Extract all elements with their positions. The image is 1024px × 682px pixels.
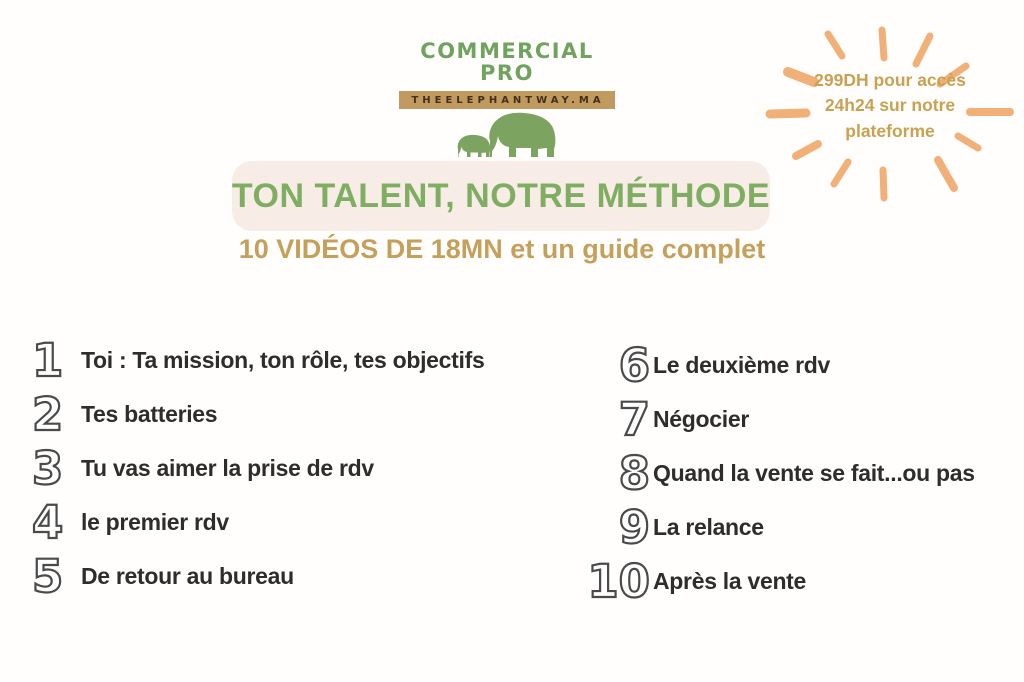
module-number: 6 bbox=[618, 338, 650, 392]
list-item bbox=[580, 446, 975, 500]
module-number: 9 bbox=[618, 500, 650, 554]
list-item bbox=[32, 387, 484, 441]
module-label: Le deuxième rdv bbox=[653, 351, 831, 378]
module-number: 1 bbox=[32, 333, 64, 387]
module-number: 10 bbox=[587, 554, 650, 608]
list-item bbox=[580, 392, 975, 446]
brand-name-line1: COMMERCIAL bbox=[420, 39, 594, 63]
page-title: TON TALENT, NOTRE MÉTHODE bbox=[231, 176, 771, 215]
price-burst bbox=[762, 18, 1018, 210]
module-number: 3 bbox=[32, 441, 64, 495]
list-item bbox=[580, 338, 975, 392]
module-number: 2 bbox=[32, 387, 64, 441]
page-subtitle: 10 VIDÉOS DE 18MN et un guide complet bbox=[238, 234, 766, 264]
module-number: 4 bbox=[32, 495, 64, 549]
module-label: Tes batteries bbox=[81, 400, 218, 427]
list-item bbox=[32, 495, 484, 549]
module-label: Tu vas aimer la prise de rdv bbox=[81, 454, 374, 481]
module-list-left bbox=[32, 333, 484, 603]
list-item bbox=[580, 554, 975, 608]
brand-logo bbox=[377, 40, 637, 174]
list-item bbox=[32, 333, 484, 387]
module-label: Après la vente bbox=[653, 567, 807, 594]
module-label: Toi : Ta mission, ton rôle, tes objectifs bbox=[81, 346, 485, 373]
module-list-right bbox=[580, 338, 975, 608]
platform-line: plateforme bbox=[845, 120, 935, 141]
module-label: le premier rdv bbox=[81, 508, 229, 535]
list-item bbox=[32, 441, 484, 495]
module-number: 7 bbox=[618, 392, 650, 446]
module-number: 5 bbox=[32, 549, 64, 603]
access-line: 24h24 sur notre bbox=[824, 95, 956, 116]
list-item bbox=[580, 500, 975, 554]
module-label: De retour au bureau bbox=[81, 562, 294, 589]
price-line: 299DH pour accès bbox=[814, 70, 966, 90]
module-label: Quand la vente se fait...ou pas bbox=[653, 459, 975, 486]
elephants-icon bbox=[446, 111, 568, 166]
brand-domain: THEELEPHANTWAY.MA bbox=[399, 91, 614, 109]
module-number: 8 bbox=[618, 446, 650, 500]
module-label: La relance bbox=[653, 513, 764, 540]
module-label: Négocier bbox=[653, 405, 750, 432]
list-item bbox=[32, 549, 484, 603]
title-banner bbox=[232, 161, 770, 231]
price-offer-text bbox=[790, 68, 990, 144]
brand-name-line2: PRO bbox=[480, 61, 534, 86]
